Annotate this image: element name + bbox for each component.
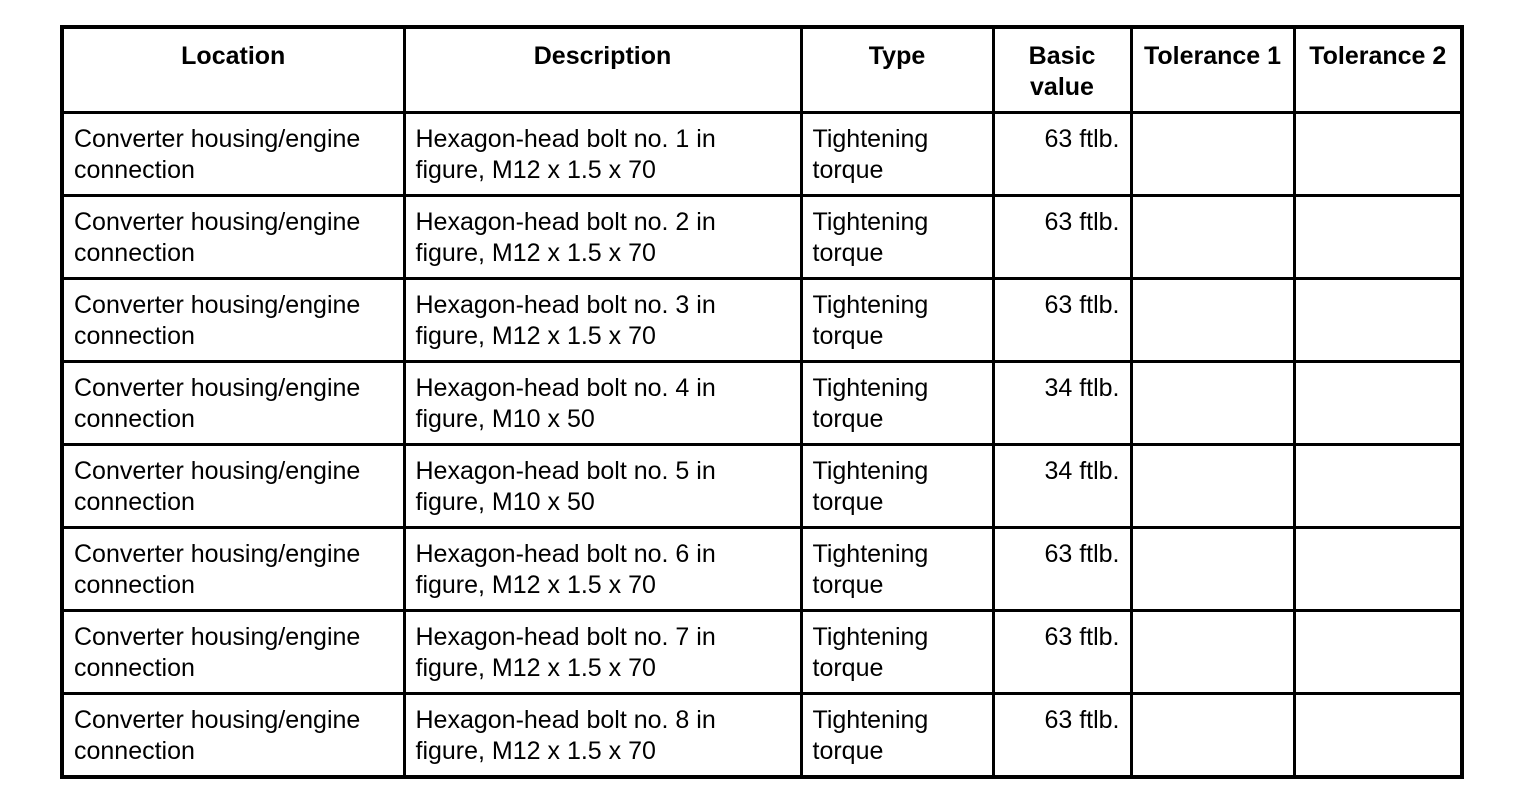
- cell-basic-value: 63 ftlb.: [993, 528, 1131, 611]
- cell-description: Hexagon-head bolt no. 5 in figure, M10 x 50: [404, 445, 801, 528]
- table-body: [62, 113, 1462, 778]
- cell-location: Converter housing/engine connection: [62, 113, 404, 196]
- cell-type: Tightening torque: [801, 279, 993, 362]
- header-location: Location: [62, 27, 404, 113]
- cell-description: Hexagon-head bolt no. 7 in figure, M12 x 1.5 x 70: [404, 611, 801, 694]
- cell-description: Hexagon-head bolt no. 3 in figure, M12 x 1.5 x 70: [404, 279, 801, 362]
- table-row: [62, 611, 1462, 694]
- cell-tolerance-2: [1294, 445, 1462, 528]
- header-description: Description: [404, 27, 801, 113]
- cell-tolerance-2: [1294, 362, 1462, 445]
- torque-spec-table: [60, 25, 1464, 779]
- cell-tolerance-1: [1131, 196, 1294, 279]
- cell-tolerance-2: [1294, 279, 1462, 362]
- table-row: [62, 279, 1462, 362]
- cell-type: Tightening torque: [801, 694, 993, 778]
- cell-type: Tightening torque: [801, 113, 993, 196]
- cell-tolerance-2: [1294, 196, 1462, 279]
- header-type: Type: [801, 27, 993, 113]
- cell-tolerance-1: [1131, 445, 1294, 528]
- cell-description: Hexagon-head bolt no. 1 in figure, M12 x 1.5 x 70: [404, 113, 801, 196]
- table-row: [62, 113, 1462, 196]
- cell-tolerance-1: [1131, 362, 1294, 445]
- cell-basic-value: 63 ftlb.: [993, 196, 1131, 279]
- cell-tolerance-1: [1131, 611, 1294, 694]
- header-tolerance-2: Tolerance 2: [1294, 27, 1462, 113]
- table-row: [62, 445, 1462, 528]
- cell-type: Tightening torque: [801, 611, 993, 694]
- cell-description: Hexagon-head bolt no. 4 in figure, M10 x 50: [404, 362, 801, 445]
- header-tolerance-1: Tolerance 1: [1131, 27, 1294, 113]
- cell-location: Converter housing/engine connection: [62, 694, 404, 778]
- cell-basic-value: 63 ftlb.: [993, 113, 1131, 196]
- cell-tolerance-2: [1294, 694, 1462, 778]
- cell-location: Converter housing/engine connection: [62, 611, 404, 694]
- cell-location: Converter housing/engine connection: [62, 362, 404, 445]
- header-basic-value: Basic value: [993, 27, 1131, 113]
- cell-basic-value: 34 ftlb.: [993, 362, 1131, 445]
- cell-basic-value: 63 ftlb.: [993, 611, 1131, 694]
- cell-location: Converter housing/engine connection: [62, 279, 404, 362]
- cell-tolerance-2: [1294, 528, 1462, 611]
- cell-basic-value: 34 ftlb.: [993, 445, 1131, 528]
- cell-tolerance-1: [1131, 279, 1294, 362]
- cell-tolerance-1: [1131, 528, 1294, 611]
- table-row: [62, 196, 1462, 279]
- cell-type: Tightening torque: [801, 362, 993, 445]
- cell-description: Hexagon-head bolt no. 2 in figure, M12 x 1.5 x 70: [404, 196, 801, 279]
- cell-tolerance-1: [1131, 113, 1294, 196]
- cell-tolerance-2: [1294, 611, 1462, 694]
- cell-tolerance-2: [1294, 113, 1462, 196]
- cell-type: Tightening torque: [801, 445, 993, 528]
- cell-basic-value: 63 ftlb.: [993, 279, 1131, 362]
- table-row: [62, 694, 1462, 778]
- cell-type: Tightening torque: [801, 528, 993, 611]
- cell-location: Converter housing/engine connection: [62, 196, 404, 279]
- cell-type: Tightening torque: [801, 196, 993, 279]
- table-row: [62, 362, 1462, 445]
- table-header-row: [62, 27, 1462, 113]
- cell-description: Hexagon-head bolt no. 8 in figure, M12 x 1.5 x 70: [404, 694, 801, 778]
- cell-basic-value: 63 ftlb.: [993, 694, 1131, 778]
- cell-description: Hexagon-head bolt no. 6 in figure, M12 x 1.5 x 70: [404, 528, 801, 611]
- cell-tolerance-1: [1131, 694, 1294, 778]
- cell-location: Converter housing/engine connection: [62, 445, 404, 528]
- cell-location: Converter housing/engine connection: [62, 528, 404, 611]
- table-row: [62, 528, 1462, 611]
